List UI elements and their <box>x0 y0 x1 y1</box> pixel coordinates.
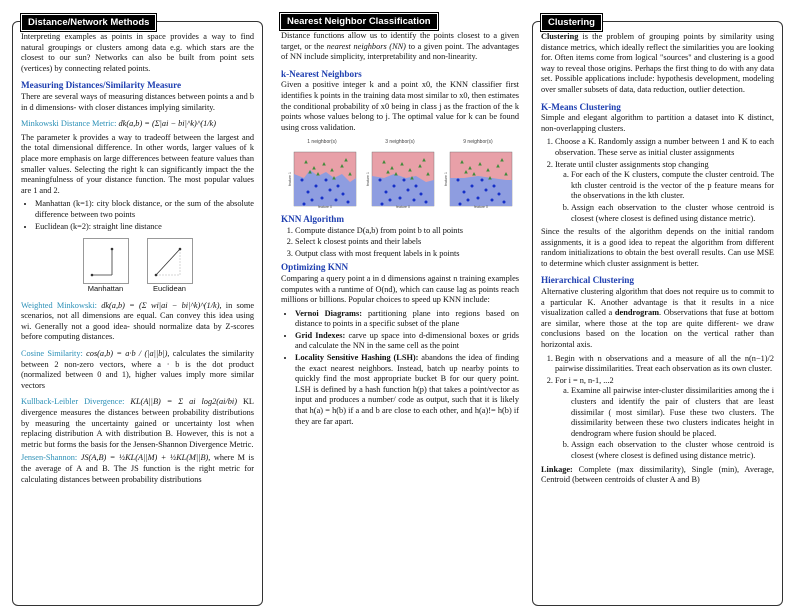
intro-bold: Clustering <box>541 32 579 41</box>
algo-steps <box>281 226 519 260</box>
euclidean-diagram <box>147 238 193 284</box>
cosine-line <box>21 349 254 391</box>
step-text: For i = n, n-1, ...2 <box>555 375 614 385</box>
manhattan-diagram <box>83 238 129 284</box>
knn-plot-canvas <box>286 148 358 208</box>
item-name: Grid Indexes: <box>295 330 346 340</box>
kl-formula: KL(A||B) = Σ ai log2(ai/bi) <box>130 397 237 407</box>
item-name: Vernoi Diagrams: <box>295 308 362 318</box>
knn-figures <box>281 137 519 208</box>
intro-text: Interpreting examples as points in space provides a way to find natural groupings or clusters among data e.g. which stars are the closest to our sun? Networks can also be built from point sets (vertices) by connecting related points. <box>21 32 254 73</box>
knn-text: Given a positive integer k and a point x0, the KNN classifier first identifies k points in the training data most similar to x0, then estimates the conditional probability of x0 being in class j as the fraction of the k points whose values belong to j. The optimal value for k can be found using cross validation. <box>281 80 519 132</box>
class-0-point <box>399 196 402 199</box>
list-item <box>295 309 519 330</box>
class-0-point <box>379 178 382 181</box>
class-0-point <box>381 202 384 205</box>
class-0-point <box>407 188 410 191</box>
y-axis-label: feature 1 <box>288 172 292 186</box>
class-0-point <box>337 184 340 187</box>
list-item: 1. Choose a K. Randomly assign a number between 1 and K to each observation. These serve as initial cluster assignments <box>555 137 774 158</box>
item-text: abandons the idea of finding the exact nearest neighbors. Instead, batch up nearby points to quickly find the most appropriate bucket B for our query point. LSH is defined by a hash function h(p) that takes a point/vector as input and produces a number/ code as output, such that it is likely that h(a) = h(b) if a and b are close to each other, and h(a)!= h(b) if they are far apart. <box>295 353 519 426</box>
class-0-point <box>503 200 506 203</box>
class-0-point <box>467 198 470 201</box>
euclidean-caption: Euclidean <box>153 284 186 294</box>
class-0-point <box>303 202 306 205</box>
list-item: b. Assign each observation to the cluster whose centroid is closest (where closest is defined using distance metric). <box>571 440 774 461</box>
list-item <box>295 353 519 427</box>
section-heading: Hierarchical Clustering <box>541 275 634 286</box>
x-axis-label: feature 0 <box>318 204 332 208</box>
panel-content <box>21 32 254 488</box>
item-name: Locality Sensitive Hashing (LSH): <box>295 353 419 363</box>
class-0-point <box>415 184 418 187</box>
x-axis-label: feature 0 <box>474 204 488 208</box>
knn-plot <box>286 137 358 208</box>
opt-list <box>281 309 519 428</box>
class-0-point <box>307 190 310 193</box>
minkowski-list <box>21 199 254 232</box>
kmeans-after: Since the results of the algorithm depends on the initial random assignments, it is a good idea to repeat the algorithm from different random initializations to obtain the best overall results. Can use MSE to determine which cluster assignment is better. <box>541 227 774 268</box>
panel-content <box>541 32 774 489</box>
minkowski-label: Minkowski Distance Metric: <box>21 119 117 129</box>
minkowski-line <box>21 119 254 130</box>
panel-title: Distance/Network Methods <box>21 14 156 31</box>
list-item: • Euclidean (k=2): straight line distance <box>35 222 254 233</box>
panel-content <box>281 31 519 430</box>
class-0-point <box>301 178 304 181</box>
intro-emphasis: nearest neighbors (NN) <box>326 41 406 51</box>
knn-plot-title: 3 neighbor(s) <box>385 139 415 146</box>
hier-part: . Observations that fuse at bottom are similar, where those at the top are quite different- we draw conclusions based on the location on the vertical rather than horizontal axis. <box>541 308 774 350</box>
x-axis-label: feature 0 <box>396 204 410 208</box>
hier-bold: dendrogram <box>614 308 660 318</box>
linkage-rest: Complete (max dissimilarity), Single (min), Average, Centroid (between centroids of cluster A and B) <box>541 464 774 485</box>
y-axis-label: feature 1 <box>366 172 370 186</box>
list-item: a. For each of the K clusters, compute the cluster centroid. The kth cluster centroid is the vector of the p feature means for the observations in the kth cluster. <box>571 170 774 202</box>
class-0-point <box>471 184 474 187</box>
intro-rest: is the problem of grouping points by similarity using distance metrics, which ideally reflect the similarities you are looking for. Often items come from logical "sources" and clustering is a good way to reveal those origins. Perhaps the first thing to do with any data set. Possible applications include: hypothesis development, modeling over smaller subsets of data, data reduction, outlier detection. <box>541 32 774 94</box>
manhattan-figure <box>83 238 129 295</box>
list-item: 3. Output class with most frequent labels in k points <box>295 249 519 260</box>
knn-plot-title: 9 neighbor(s) <box>463 139 493 146</box>
section-heading: Optimizing KNN <box>281 262 349 273</box>
cosine-formula: cos(a,b) = a·b / (|a||b|) <box>86 349 168 359</box>
kmeans-steps <box>541 137 774 224</box>
item-text: partitioning plane into regions based on distance to points in a specific subset of the plane <box>295 308 519 329</box>
intro-part: to a given point. The advantages of NN include simplicity, interpretability and non-linearity. <box>281 41 519 62</box>
knn-plot-title: 1 neighbor(s) <box>307 139 337 146</box>
class-0-point <box>425 200 428 203</box>
kl-text: KL divergence measures the distances between probability distributions by measuring the uncertainty gained or uncertainty lost when replacing distribution A with distribution B. However, this is not a metric but forms the basis for the Jensen-Shannon Divergence Metric. <box>21 397 254 449</box>
class-0-point <box>463 190 466 193</box>
distance-methods-panel <box>12 17 263 606</box>
distance-figures <box>21 238 254 295</box>
section-heading: K-Means Clustering <box>541 101 621 112</box>
knn-plot <box>442 137 514 208</box>
class-0-point <box>325 178 328 181</box>
manhattan-caption: Manhattan <box>87 284 124 294</box>
y-axis-label: feature 1 <box>444 172 448 186</box>
list-item: 1. Begin with n observations and a measure of all the n(n−1)/2 pairwise dissimilarities. Treat each observation as its own cluster. <box>555 354 774 375</box>
js-line <box>21 453 254 485</box>
item-text: carve up space into d-dimensional boxes or grids and calculate the NN in the same cell as the point <box>295 330 519 351</box>
clustering-panel <box>532 17 783 606</box>
kl-label: Kullback-Leibler Divergence: <box>21 397 125 407</box>
weighted-text: , in some scenarios, not all dimensions are equal. Can convey this idea using wi. Generally not a good idea- should normalize data by Z-scores before computing distances. <box>21 300 254 342</box>
class-0-point <box>498 192 501 195</box>
kmeans-text: Simple and elegant algorithm to partition a dataset into K distinct, non-overlapping clusters. <box>541 113 774 133</box>
class-0-point <box>393 184 396 187</box>
knn-plot-canvas <box>442 148 514 208</box>
nearest-neighbor-panel <box>272 16 523 606</box>
class-0-point <box>493 184 496 187</box>
js-text: where M is the average of A and B. The JS function is the right metric for calculating distances between probability distributions <box>21 453 255 484</box>
list-item: b. Assign each observation to the cluster whose centroid is closest (where closest is defined using distance metric). <box>571 203 774 224</box>
knn-plot <box>364 137 436 208</box>
class-0-point <box>389 198 392 201</box>
hier-steps <box>541 354 774 462</box>
measuring-text: There are several ways of measuring distances between points a and b in d dimensions- with closer distances implying similarity. <box>21 91 254 112</box>
section-heading: Measuring Distances/Similarity Measure <box>21 80 182 91</box>
intro-text <box>541 32 774 96</box>
minkowski-text: The parameter k provides a way to tradeoff between the largest and the total dimensional difference. In other words, larger values of k place more emphasis on large differences between feature values than smaller values. Selecting the right k can significantly impact the the meaningfulness of your distance function. The most popular values are 1 and 2. <box>21 132 254 195</box>
class-0-point <box>347 200 350 203</box>
intro-text <box>281 31 519 63</box>
sub-steps <box>555 170 774 224</box>
cosine-label: Cosine Similarity: <box>21 349 83 359</box>
weighted-line <box>21 301 254 343</box>
js-label: Jensen-Shannon: <box>21 453 78 463</box>
list-item: 2. Select k closest points and their labels <box>295 237 519 248</box>
class-0-point <box>335 198 338 201</box>
weighted-label: Weighted Minkowski: <box>21 300 97 310</box>
euclidean-figure <box>147 238 193 295</box>
cosine-text: , calculates the similarity between 2 non-zero vectors, where a · b is the dot product (normalized between 0 and 1), higher values imply more similar vectors <box>21 349 254 390</box>
linkage-label: Linkage: <box>541 464 573 474</box>
panel-title: Clustering <box>541 14 602 31</box>
class-0-point <box>315 184 318 187</box>
panel-title: Nearest Neighbor Classification <box>280 13 438 30</box>
weighted-formula: dk(a,b) = (Σ wi|ai − bi|^k)^(1/k) <box>101 300 220 310</box>
list-item <box>555 376 774 462</box>
class-0-point <box>385 190 388 193</box>
linkage-text <box>541 465 774 486</box>
class-0-point <box>420 192 423 195</box>
list-item: a. Examine all pairwise inter-cluster dissimilarities among the i clusters and identify the pair of clusters that are least dissimilar ( most similar). Fuse these two clusters. The dissimilarity between these two clusters indicates height in dendrogram where fusion should be placed. <box>571 386 774 439</box>
list-item <box>555 160 774 225</box>
class-0-point <box>311 198 314 201</box>
list-item: 1. Compute distance D(a,b) from point b to all points <box>295 226 519 237</box>
list-item <box>295 331 519 352</box>
class-0-point <box>329 188 332 191</box>
knn-plot-canvas <box>364 148 436 208</box>
class-0-point <box>342 192 345 195</box>
class-0-point <box>491 198 494 201</box>
section-heading: k-Nearest Neighbors <box>281 68 362 79</box>
js-formula: JS(A,B) = ½KL(A||M) + ½KL(M||B), <box>80 453 211 463</box>
class-0-point <box>481 178 484 181</box>
class-0-point <box>403 178 406 181</box>
kl-line <box>21 397 254 450</box>
class-0-point <box>321 196 324 199</box>
class-0-point <box>477 196 480 199</box>
class-0-point <box>459 202 462 205</box>
opt-text: Comparing a query point a in d dimensions against n training examples computes with a runtime of O(nd), which can cause lag as points reach millions or billions. Popular choices to speed up KNN include: <box>281 273 519 305</box>
hier-text <box>541 287 774 351</box>
list-item: • Manhattan (k=1): city block distance, or the sum of the absolute difference between two points <box>35 199 254 220</box>
class-0-point <box>457 178 460 181</box>
step-text: Iterate until cluster assignments stop changing <box>555 159 709 169</box>
sub-steps <box>555 386 774 461</box>
minkowski-formula: dk(a,b) = (Σ|ai − bi|^k)^(1/k) <box>118 119 216 129</box>
intro-part: Distance functions allow us to identify the points closest to a given target, or the <box>281 31 519 51</box>
class-0-point <box>485 188 488 191</box>
class-0-point <box>413 198 416 201</box>
section-heading: KNN Algorithm <box>281 213 345 224</box>
hier-part: Alternative clustering algorithm that does not require us to commit to a particular K. Another advantage is that it results in a nice visualization called a <box>541 287 774 318</box>
